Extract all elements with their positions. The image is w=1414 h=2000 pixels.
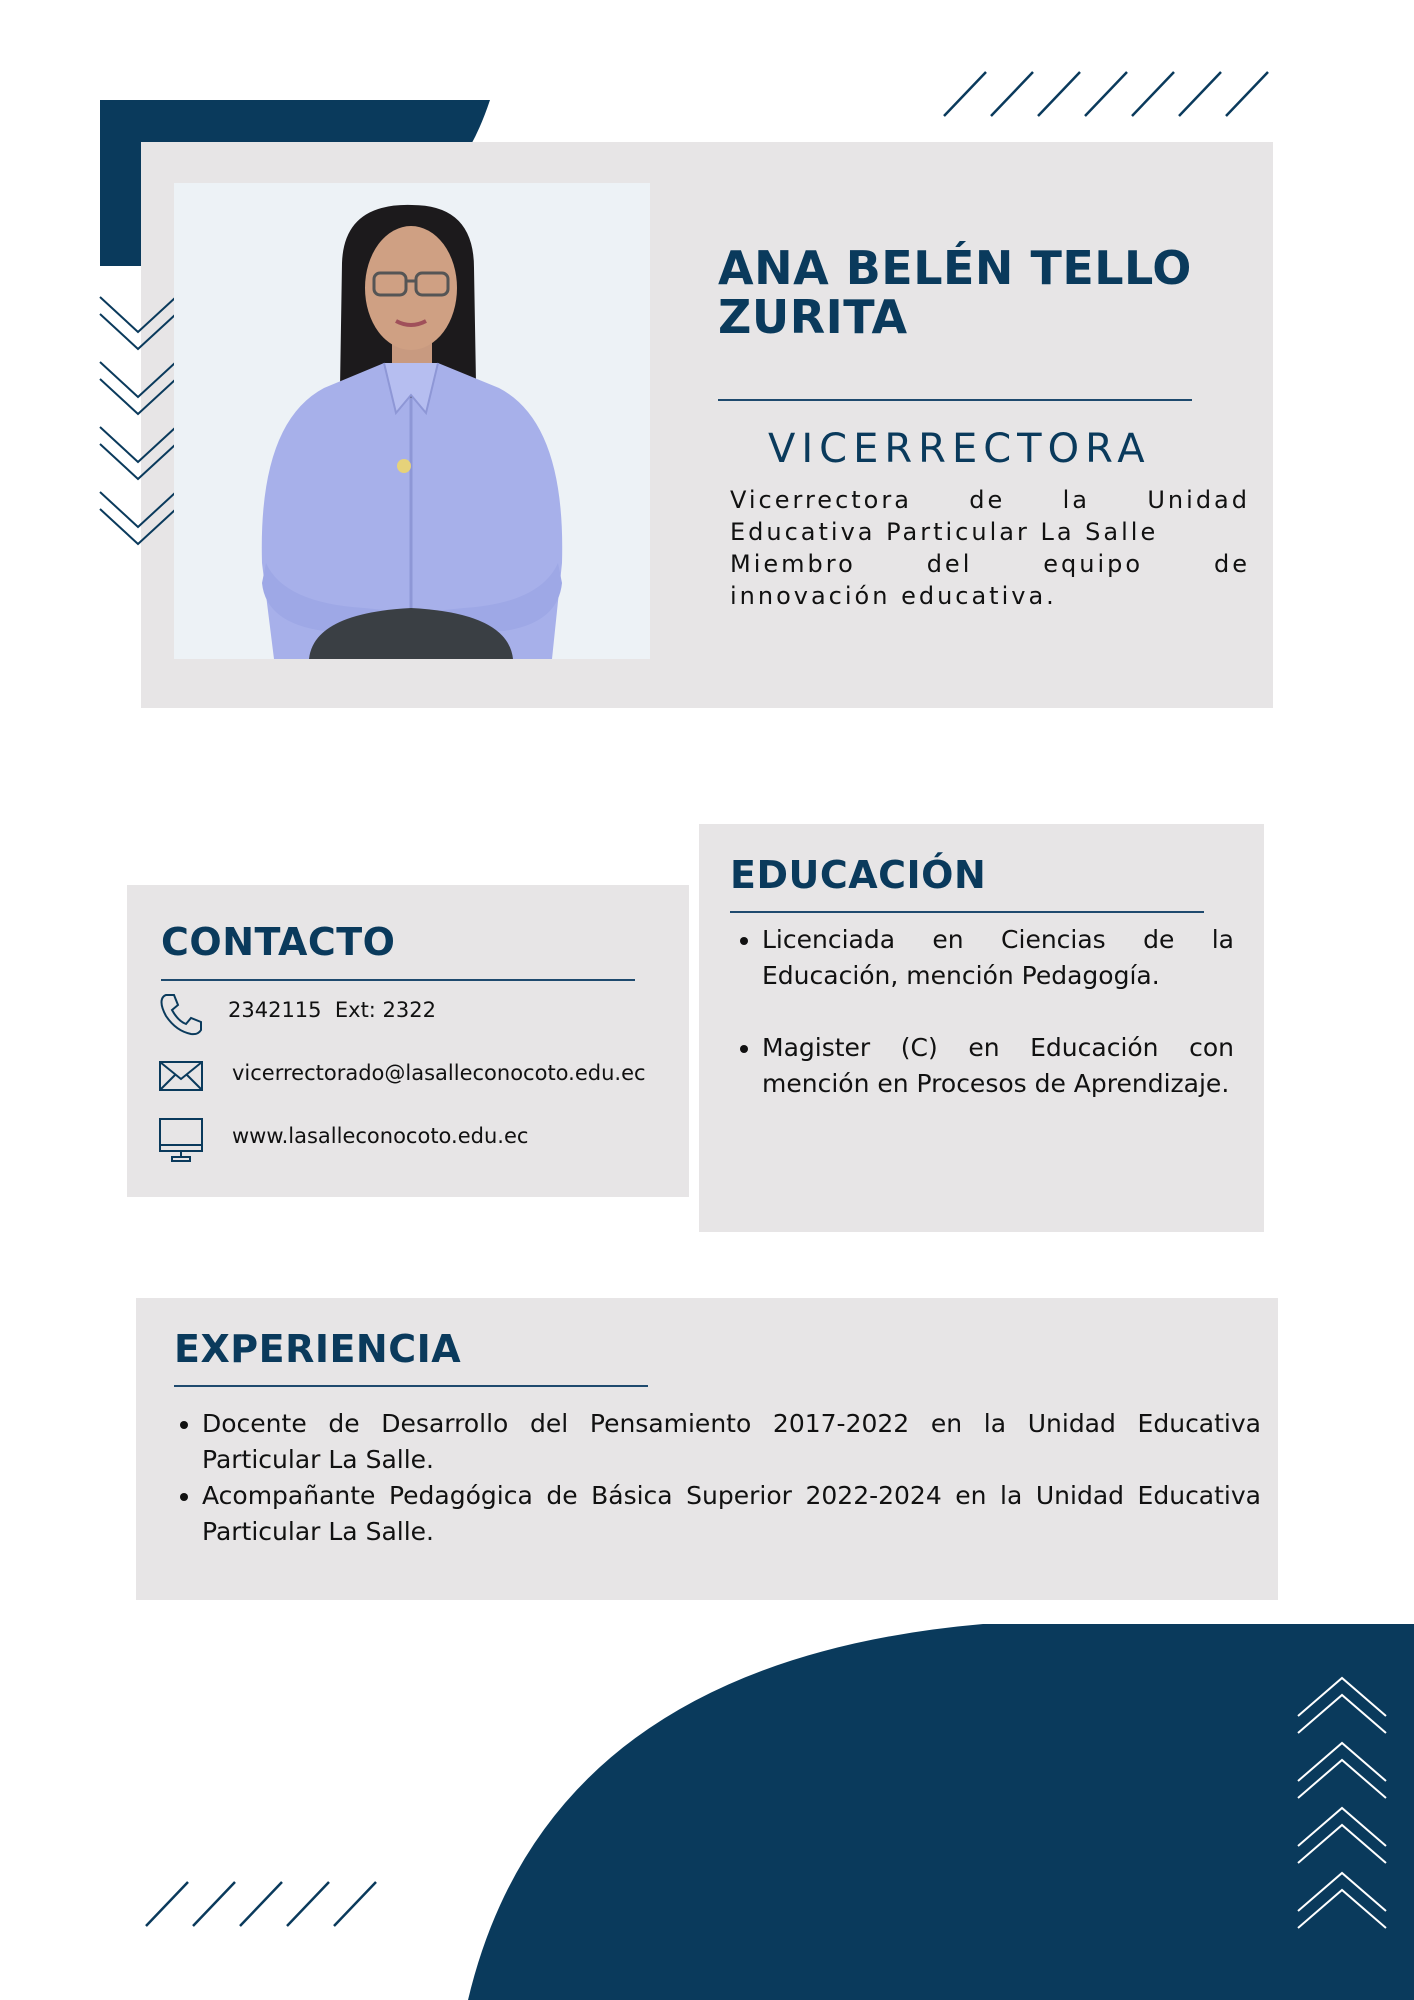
person-photo-icon [174,183,650,659]
education-item: • Magister (C) en Educación con mención en Procesos de Aprendizaje. [762,1030,1234,1102]
contact-email[interactable]: vicerrectorado@lasalleconocoto.edu.ec [232,1061,646,1085]
contact-website[interactable]: www.lasalleconocoto.edu.ec [232,1124,529,1148]
education-title: EDUCACIÓN [730,853,987,897]
profile-bio [730,484,1250,612]
profile-name: ANA BELÉN TELLO ZURITA [718,241,1192,344]
profile-role: VICERRECTORA [768,426,1151,472]
contact-title: CONTACTO [161,920,396,964]
name-divider [718,399,1192,401]
education-list [762,922,1234,1102]
decor-chevrons-down [98,292,178,552]
decor-slashes-top [940,70,1275,120]
education-item: • Licenciada en Ciencias de la Educación, mención Pedagogía. [762,922,1234,994]
profile-photo [174,183,650,659]
experience-item: • Docente de Desarrollo del Pensamiento 2017-2022 en la Unidad Educativa Particular La Salle. [202,1406,1261,1478]
contact-phone: 2342115 Ext: 2322 [228,998,437,1022]
phone-icon [158,991,204,1037]
bio-line: Miembro del equipo de [730,550,1250,578]
decor-navy-wave [468,1622,1414,2000]
experience-item: • Acompañante Pedagógica de Básica Superior 2022-2024 en la Unidad Educativa Particular La Salle. [202,1478,1261,1550]
bio-line: Educativa Particular La Salle [730,518,1159,546]
experience-title: EXPERIENCIA [174,1327,462,1371]
decor-chevrons-up [1296,1676,1388,1936]
contact-divider [161,979,635,981]
experience-divider [174,1385,648,1387]
decor-slashes-bottom [142,1880,387,1930]
experience-list [202,1406,1261,1550]
monitor-icon [158,1117,204,1163]
bio-line: Vicerrectora de la Unidad [730,486,1250,514]
mail-icon [158,1060,204,1092]
education-divider [730,911,1204,913]
bio-line: innovación educativa. [730,582,1057,610]
